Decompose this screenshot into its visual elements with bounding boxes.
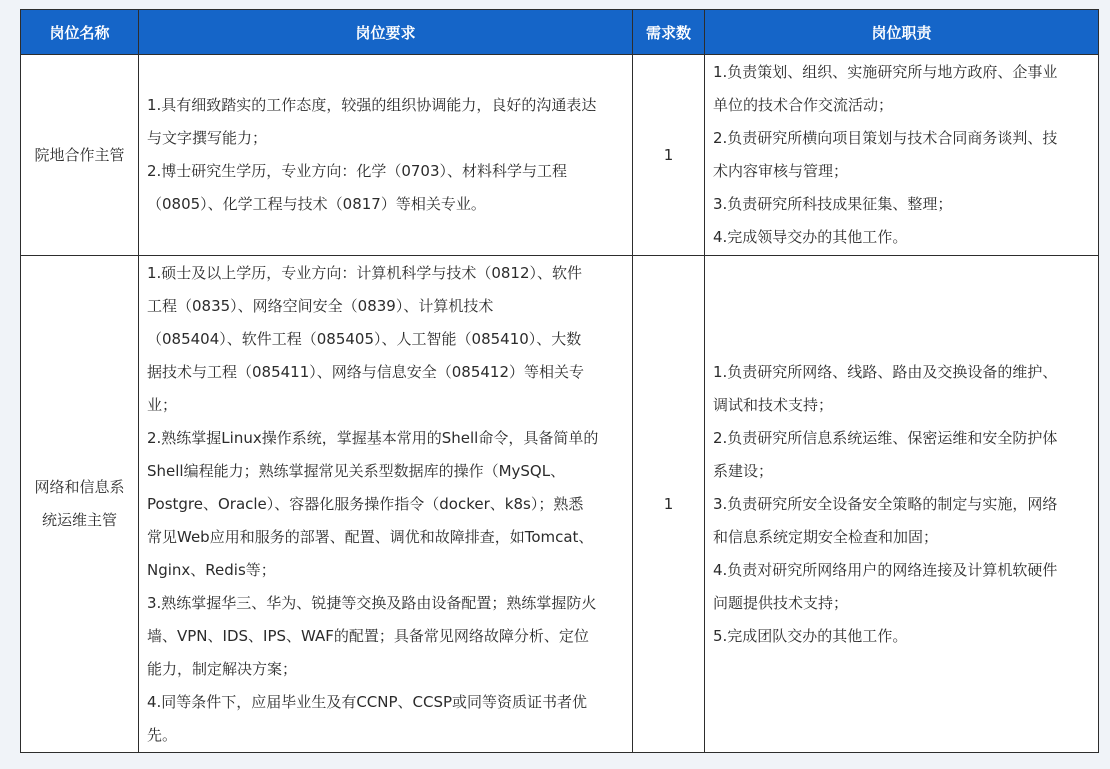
requirement-line: 据技术与工程（085411）、网络与信息安全（085412）等相关专 xyxy=(147,362,585,381)
table-header xyxy=(21,10,1099,55)
duty-line: 问题提供技术支持； xyxy=(713,593,849,612)
duties-cell xyxy=(705,256,1099,753)
header-count: 需求数 xyxy=(633,10,705,55)
requirement-line: Shell编程能力；熟练掌握常见关系型数据库的操作（MySQL、 xyxy=(147,461,566,480)
job-table xyxy=(20,9,1099,753)
requirement-line: 1.具有细致踏实的工作态度，较强的组织协调能力，良好的沟通表达 xyxy=(147,96,597,114)
duty-line: 3.负责研究所安全设备安全策略的制定与实施，网络 xyxy=(713,494,1058,513)
requirement-line: 2.熟练掌握Linux操作系统，掌握基本常用的Shell命令，具备简单的 xyxy=(147,428,599,447)
requirement-line: 2.博士研究生学历，专业方向：化学（0703）、材料科学与工程 xyxy=(147,162,567,180)
requirement-line: 4.同等条件下，应届毕业生及有CCNP、CCSP或同等资质证书者优 xyxy=(147,692,588,711)
duty-line: 单位的技术合作交流活动； xyxy=(713,96,894,114)
duty-line: 2.负责研究所信息系统运维、保密运维和安全防护体 xyxy=(713,428,1058,447)
requirement-line: （0805）、化学工程与技术（0817）等相关专业。 xyxy=(147,195,486,213)
requirement-line: Postgre、Oracle）、容器化服务操作指令（docker、k8s）；熟悉 xyxy=(147,494,584,513)
table-row xyxy=(21,55,1099,256)
requirement-line: 能力，制定解决方案； xyxy=(147,659,298,678)
duty-line: 和信息系统定期安全检查和加固； xyxy=(713,527,939,546)
requirements-cell xyxy=(139,55,633,256)
duty-line: 1.负责策划、组织、实施研究所与地方政府、企事业 xyxy=(713,63,1058,81)
table-body xyxy=(21,55,1099,753)
duty-line: 5.完成团队交办的其他工作。 xyxy=(713,626,908,645)
table-row xyxy=(21,256,1099,753)
duty-line: 调试和技术支持； xyxy=(713,395,834,414)
duty-line: 1.负责研究所网络、线路、路由及交换设备的维护、 xyxy=(713,362,1058,381)
duty-line: 4.负责对研究所网络用户的网络连接及计算机软硬件 xyxy=(713,560,1058,579)
duty-line: 3.负责研究所科技成果征集、整理； xyxy=(713,195,953,213)
header-row xyxy=(21,10,1099,55)
duty-line: 4.完成领导交办的其他工作。 xyxy=(713,228,908,246)
position-name-line: 统运维主管 xyxy=(41,511,117,529)
header-duties: 岗位职责 xyxy=(705,10,1099,55)
position-name-line: 院地合作主管 xyxy=(34,145,125,164)
count-cell: 1 xyxy=(633,55,705,256)
duty-line: 术内容审核与管理； xyxy=(713,162,849,180)
requirement-line: 工程（0835）、网络空间安全（0839）、计算机技术 xyxy=(147,296,494,315)
requirement-line: （085404）、软件工程（085405）、人工智能（085410）、大数 xyxy=(147,329,582,348)
position-name-cell xyxy=(21,256,139,753)
requirement-line: 与文字撰写能力； xyxy=(147,129,268,147)
duty-line: 2.负责研究所横向项目策划与技术合同商务谈判、技 xyxy=(713,129,1058,147)
requirement-line: 先。 xyxy=(147,725,178,744)
header-requirements: 岗位要求 xyxy=(139,10,633,55)
requirement-line: Nginx、Redis等； xyxy=(147,560,276,579)
requirements-cell xyxy=(139,256,633,753)
requirement-line: 3.熟练掌握华三、华为、锐捷等交换及路由设备配置；熟练掌握防火 xyxy=(147,593,597,612)
position-name-line: 网络和信息系 xyxy=(34,478,125,496)
count-cell: 1 xyxy=(633,256,705,753)
duties-cell xyxy=(705,55,1099,256)
requirement-line: 常见Web应用和服务的部署、配置、调优和故障排查，如Tomcat、 xyxy=(147,527,594,546)
header-position-name: 岗位名称 xyxy=(21,10,139,55)
position-name-cell xyxy=(21,55,139,256)
requirement-line: 业； xyxy=(147,395,178,414)
requirement-line: 1.硕士及以上学历，专业方向：计算机科学与技术（0812）、软件 xyxy=(147,263,582,282)
requirement-line: 墙、VPN、IDS、IPS、WAF的配置；具备常见网络故障分析、定位 xyxy=(147,626,589,645)
duty-line: 系建设； xyxy=(713,461,774,480)
